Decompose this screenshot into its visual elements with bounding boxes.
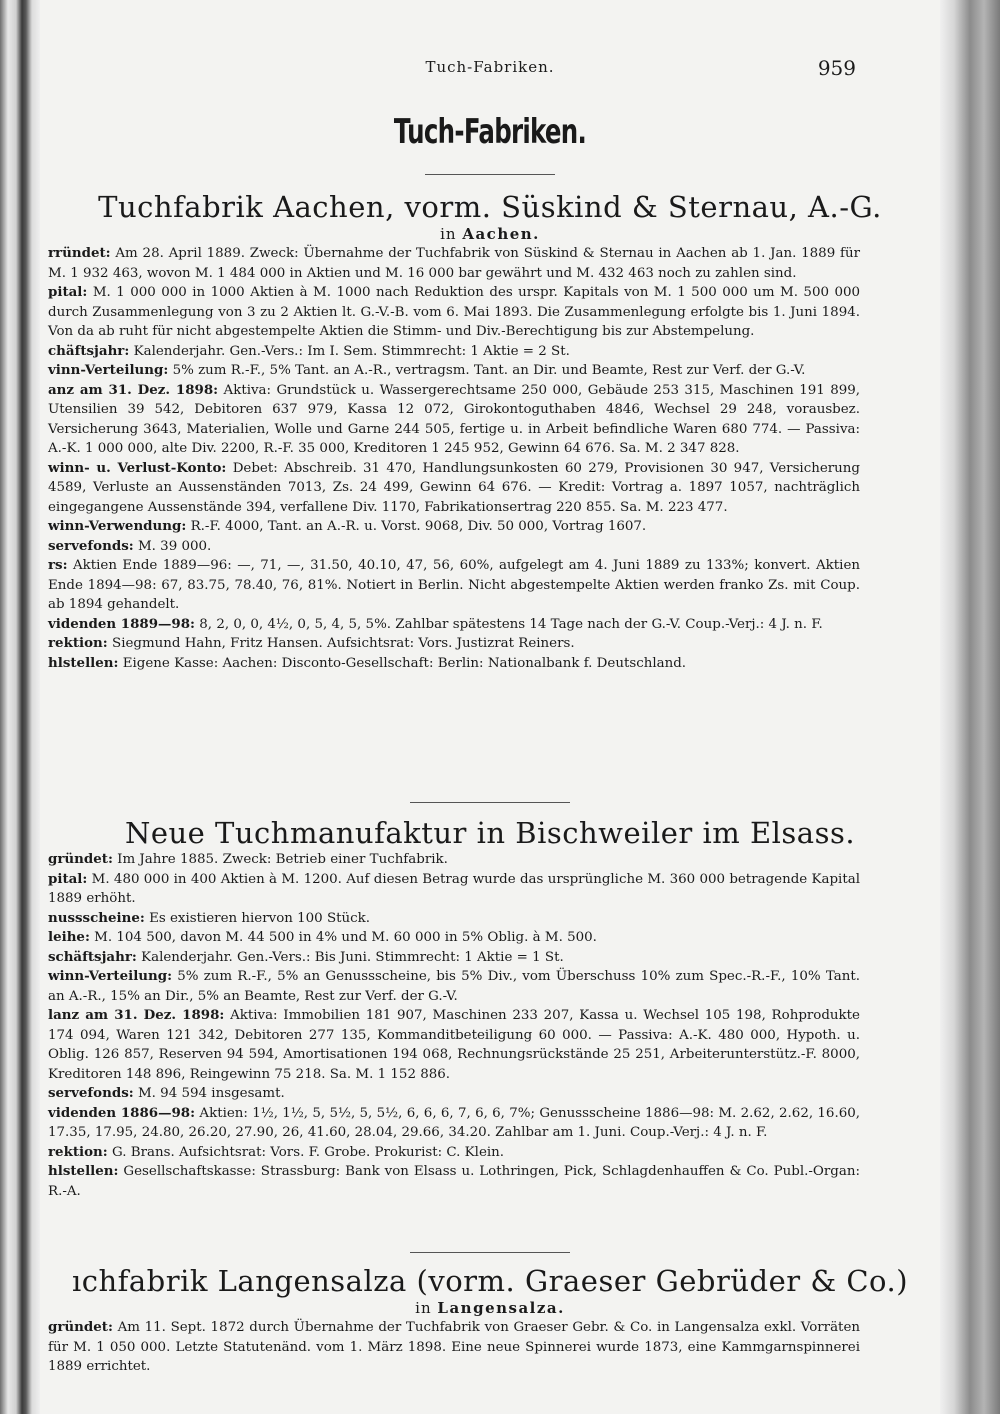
entry-text: M. 104 500, davon M. 44 500 in 4% und M. 60 000 in 5% Oblig. à M. 500. xyxy=(94,930,597,945)
detail-entry xyxy=(48,850,860,870)
company-entry-aachen xyxy=(40,190,940,673)
entry-label: pital: xyxy=(48,870,88,887)
detail-entry xyxy=(48,537,860,557)
entry-label: rektion: xyxy=(48,1143,108,1160)
detail-entry xyxy=(48,342,860,362)
document-page xyxy=(40,0,940,1414)
entry-text: G. Brans. Aufsichtsrat: Vors. F. Grobe. Prokurist: C. Klein. xyxy=(112,1144,505,1160)
location-city: Langensalza. xyxy=(437,1299,565,1317)
section-divider xyxy=(425,174,555,175)
entry-label: hlstellen: xyxy=(48,654,119,671)
entry-label: gründet: xyxy=(48,851,113,867)
detail-entry xyxy=(48,909,860,929)
company-entry-langensalza xyxy=(40,1264,940,1377)
detail-entry xyxy=(48,517,860,537)
entry-label: pital: xyxy=(48,284,88,300)
entry-label: winn- u. Verlust-Konto: xyxy=(48,459,227,476)
entry-text: Es existieren hiervon 100 Stück. xyxy=(149,910,370,926)
page-edge-shadow xyxy=(940,0,1000,1414)
detail-entry xyxy=(48,615,860,635)
detail-entry xyxy=(48,556,860,615)
entry-label: rektion: xyxy=(48,635,108,651)
entry-text: Am 28. April 1889. Zweck: Übernahme der Tuchfabrik von Süskind & Sternau in Aachen ab 1. Jan. 1889 für M. 1 932 463, wovon M. 1 484 000 in Aktien und M. 16 000 bar gewährt und M. 432 463 noch zu zahlen sind. xyxy=(48,246,860,281)
entry-text: Aktien: 1½, 1½, 5, 5½, 5, 5½, 6, 6, 6, 7, 6, 6, 7%; Genussscheine 1886—98: M. 2.62, 2.62, 16.60, 17.35, 17.95, 24.80, 26.20, 27.90, 26, 41.60, 28.04, 29.66, 34.20. Zahlbar am 1. Juni. Coup.-Verj.: 4 J. n. F. xyxy=(48,1105,861,1140)
entry-label: rs: xyxy=(48,557,68,573)
entry-text: Am 11. Sept. 1872 durch Übernahme der Tuchfabrik von Graeser Gebr. & Co. in Langensalza exkl. Vorräten für M. 1 050 000. Letzte Statutenänd. vom 1. März 1898. Eine neue Spinnerei wurde 1873, eine Kammgarnspinnerei 1889 errichtet. xyxy=(48,1320,860,1374)
company-details xyxy=(40,850,860,1201)
entry-label: leihe: xyxy=(48,929,90,945)
entry-label: chäftsjahr: xyxy=(48,342,130,359)
book-spine-shadow xyxy=(0,0,40,1414)
detail-entry xyxy=(48,948,860,968)
company-name: Tuchfabrik Aachen, vorm. Süskind & Sternau, A.-G. xyxy=(98,190,882,224)
entry-text: 5% zum R.-F., 5% an Genussscheine, bis 5% Div., vom Überschuss 10% zum Spec.-R.-F., 10% Tant. an A.-R., 15% an Dir., 5% an Beamte, Rest zur Verf. der G.-V. xyxy=(48,969,860,1004)
detail-entry xyxy=(48,634,860,654)
entry-text: 5% zum R.-F., 5% Tant. an A.-R., vertragsm. Tant. an Dir. und Beamte, Rest zur Verf. der G.-V. xyxy=(172,363,806,378)
entry-label: gründet: xyxy=(48,1319,113,1335)
company-entry-bischweiler xyxy=(40,816,940,1201)
entry-label: winn-Verteilung: xyxy=(48,968,173,984)
running-header xyxy=(40,58,940,82)
company-location xyxy=(40,1298,940,1318)
entry-text: Aktiva: Grundstück u. Wassergerechtsame 250 000, Gebäude 253 315, Maschinen 191 899, Utensilien 39 542, Debitoren 637 979, Kassa 12 072, Girokontoguthaben 4846, Wechsel 29 248, vorausbez. Versicherung 3643, Materialien, Wolle und Garne 244 505, fertige u. in Arbeit befindliche Waren 680 774. — Passiva: A.-K. 1 000 000, alte Div. 2200, R.-F. 35 000, Kreditoren 1 245 952, Gewinn 64 676. Sa. M. 2 347 828. xyxy=(48,382,861,456)
entry-text: Kalenderjahr. Gen.-Vers.: Bis Juni. Stimmrecht: 1 Aktie = 1 St. xyxy=(141,949,564,965)
detail-entry xyxy=(48,870,860,909)
entry-text: M. 1 000 000 in 1000 Aktien à M. 1000 nach Reduktion des urspr. Kapitals von M. 1 500 000 um M. 500 000 durch Zusammenlegung von 3 zu 2 Aktien lt. G.-V.-B. vom 6. Mai 1893. Die Zusammenlegung erfolgte bis 1. Juni 1894. Von da ab ruht für nicht abgestempelte Aktien die Stimm- und Div.-Berechtigung bis zur Abstempelung. xyxy=(48,285,860,339)
company-details xyxy=(40,244,860,673)
entry-label: nussscheine: xyxy=(48,909,145,926)
detail-entry xyxy=(48,928,860,948)
location-city: Aachen. xyxy=(462,225,540,243)
location-prefix: in xyxy=(415,1299,432,1317)
page-number: 959 xyxy=(817,56,856,80)
detail-entry xyxy=(48,361,860,381)
detail-entry xyxy=(48,381,860,459)
section-title: Tuch-Fabriken. xyxy=(393,112,587,152)
company-name: ıchfabrik Langensalza (vorm. Graeser Gebrüder & Co.) xyxy=(71,1264,909,1298)
entry-text: Aktien Ende 1889—96: —, 71, —, 31.50, 40.10, 47, 56, 60%, aufgelegt am 4. Juni 1889 zu 133%; konvert. Aktien Ende 1894—98: 67, 83.75, 78.40, 76, 81%. Notiert in Berlin. Nicht abgestempelte Aktien werden franko Zs. mit Coup. ab 1894 gehandelt. xyxy=(48,558,860,612)
company-name: Neue Tuchmanufaktur in Bischweiler im Elsass. xyxy=(124,816,856,850)
entry-text: R.-F. 4000, Tant. an A.-R. u. Vorst. 9068, Div. 50 000, Vortrag 1607. xyxy=(190,519,647,534)
detail-entry xyxy=(48,1162,860,1201)
entry-label: hlstellen: xyxy=(48,1163,119,1179)
company-location xyxy=(40,224,940,244)
detail-entry xyxy=(48,654,860,674)
detail-entry xyxy=(48,283,860,342)
location-prefix: in xyxy=(440,225,457,243)
detail-entry xyxy=(48,459,860,518)
detail-entry xyxy=(48,244,860,283)
entry-text: M. 480 000 in 400 Aktien à M. 1200. Auf diesen Betrag wurde das ursprüngliche M. 360 000 betragende Kapital 1889 erhöht. xyxy=(48,871,860,906)
detail-entry xyxy=(48,1006,860,1084)
company-divider xyxy=(410,802,570,803)
entry-text: M. 39 000. xyxy=(137,538,212,554)
entry-text: Kalenderjahr. Gen.-Vers.: Im I. Sem. Stimmrecht: 1 Aktie = 2 St. xyxy=(133,343,570,359)
entry-label: winn-Verwendung: xyxy=(48,518,187,534)
entry-label: schäftsjahr: xyxy=(48,948,137,965)
entry-label: vinn-Verteilung: xyxy=(48,362,169,378)
detail-entry xyxy=(48,1143,860,1163)
entry-label: servefonds: xyxy=(48,1085,134,1101)
entry-label: videnden 1889—98: xyxy=(48,615,196,632)
entry-text: Im Jahre 1885. Zweck: Betrieb einer Tuchfabrik. xyxy=(117,852,448,867)
company-divider xyxy=(410,1252,570,1253)
detail-entry xyxy=(48,1318,860,1377)
entry-label: servefonds: xyxy=(48,537,134,554)
entry-text: Siegmund Hahn, Fritz Hansen. Aufsichtsrat: Vors. Justizrat Reiners. xyxy=(112,636,575,651)
entry-label: lanz am 31. Dez. 1898: xyxy=(48,1007,225,1023)
entry-label: videnden 1886—98: xyxy=(48,1104,196,1121)
entry-label: anz am 31. Dez. 1898: xyxy=(48,381,219,398)
entry-text: M. 94 594 insgesamt. xyxy=(137,1086,285,1101)
entry-text: Debet: Abschreib. 31 470, Handlungsunkosten 60 279, Provisionen 30 947, Versicherung 4589, Verluste an Aussenständen 7013, Zs. 24 499, Gewinn 64 676. — Kredit: Vortrag a. 1897 1057, nachträglich eingegangene Aussenstände 394, verfallene Div. 1170, Fabrikationsertrag 220 855. Sa. M. 223 477. xyxy=(48,460,860,515)
entry-text: Eigene Kasse: Aachen: Disconto-Gesellschaft: Berlin: Nationalbank f. Deutschland. xyxy=(122,655,687,671)
detail-entry xyxy=(48,967,860,1006)
entry-label: rründet: xyxy=(48,245,111,261)
entry-text: 8, 2, 0, 0, 4½, 0, 5, 4, 5, 5%. Zahlbar spätestens 14 Tage nach der G.-V. Coup.-Verj.: 4 J. n. F. xyxy=(199,616,823,632)
detail-entry xyxy=(48,1104,860,1143)
detail-entry xyxy=(48,1084,860,1104)
entry-text: Aktiva: Immobilien 181 907, Maschinen 233 207, Kassa u. Wechsel 105 198, Rohprodukte 174 094, Waren 121 342, Debitoren 277 135, Kommanditbeteiligung 60 000. — Passiva: A.-K. 480 000, Hypoth. u. Oblig. 126 857, Reserven 94 594, Amortisationen 194 068, Rechnungsrückstände 25 251, Arbeiterunterstütz.-F. 8000, Kreditoren 148 896, Reingewinn 75 218. Sa. M. 1 152 886. xyxy=(48,1008,860,1082)
running-title: Tuch-Fabriken. xyxy=(425,58,555,76)
company-details xyxy=(40,1318,860,1377)
entry-text: Gesellschaftskasse: Strassburg: Bank von Elsass u. Lothringen, Pick, Schlagdenhauffen & Co. Publ.-Organ: R.-A. xyxy=(48,1164,860,1199)
